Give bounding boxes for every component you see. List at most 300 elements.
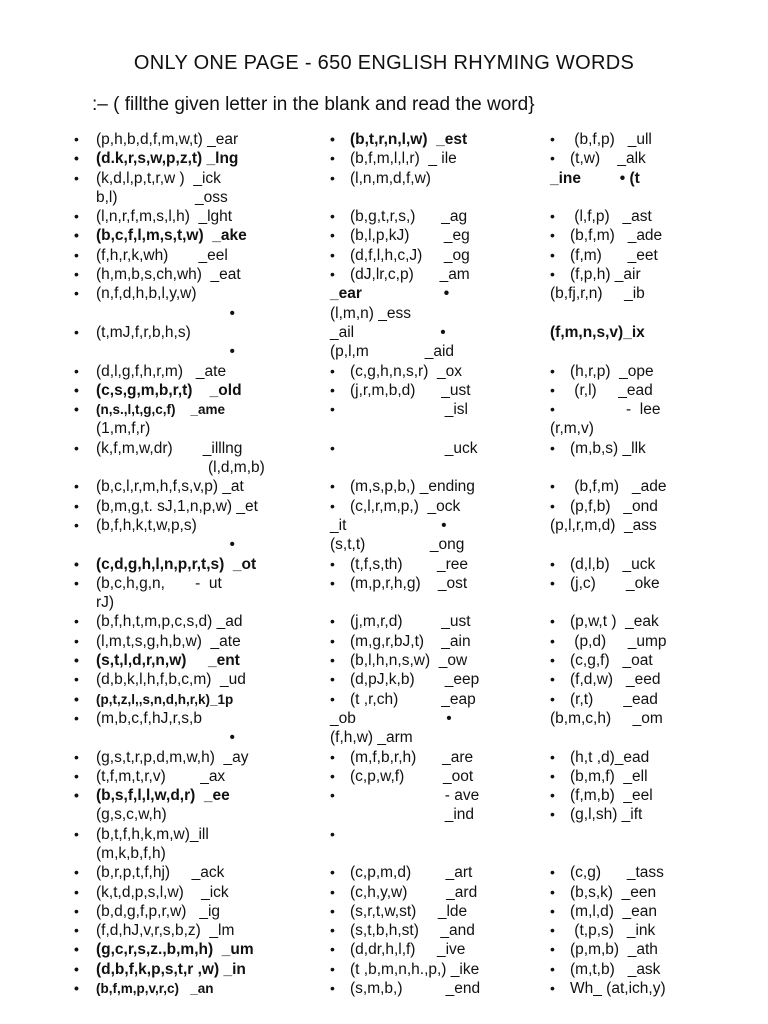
rhyme-entry bbox=[326, 207, 548, 226]
rhyme-entry bbox=[546, 748, 768, 767]
rhyme-entry-text: (c,g,h,n,s,r) _ox bbox=[350, 362, 462, 380]
rhyme-entry bbox=[326, 497, 548, 516]
rhyme-entry bbox=[546, 188, 768, 207]
bullet-icon: • bbox=[550, 767, 555, 784]
page-title: ONLY ONE PAGE - 650 ENGLISH RHYMING WORDS bbox=[133, 52, 635, 74]
rhyme-entry-text: (h,r,p) _ope bbox=[570, 362, 654, 380]
rhyme-entry-text: (f,p,h) _air bbox=[570, 266, 641, 284]
rhyme-entry-text: b,l) _oss bbox=[96, 188, 228, 206]
rhyme-entry bbox=[326, 381, 548, 400]
rhyme-entry bbox=[326, 805, 548, 824]
rhyme-entry bbox=[546, 207, 768, 226]
rhyme-entry bbox=[68, 767, 330, 786]
rhyme-entry-text: _it • bbox=[330, 516, 447, 534]
bullet-icon: • bbox=[550, 748, 555, 765]
rhyme-entry-text: (g,l,sh) _ift bbox=[570, 806, 643, 824]
rhyme-entry-text: • bbox=[96, 343, 235, 361]
rhyme-entry-text: (j,m,r,d) _ust bbox=[350, 613, 471, 631]
rhyme-entry-text: (n,s.,l,t,g,c,f) _ame bbox=[96, 402, 226, 418]
rhyme-entry-text: (t,w) _alk bbox=[570, 150, 646, 168]
bullet-icon: • bbox=[74, 922, 79, 939]
instruction-subtitle: :– ( fillthe given letter in the blank and read the word} bbox=[92, 94, 535, 115]
rhyme-entry bbox=[546, 458, 768, 477]
rhyme-entry-text: (t,f,s,th) _ree bbox=[350, 555, 469, 573]
bullet-icon: • bbox=[550, 980, 555, 997]
bullet-icon: • bbox=[330, 478, 335, 495]
rhyme-entry bbox=[68, 304, 330, 323]
rhyme-entry bbox=[68, 226, 330, 245]
rhyme-entry bbox=[546, 149, 768, 168]
bullet-icon: • bbox=[74, 767, 79, 784]
rhyme-entry bbox=[68, 535, 330, 554]
bullet-icon: • bbox=[74, 439, 79, 456]
rhyme-entry bbox=[326, 748, 548, 767]
rhyme-entry-text: (m,b,c,f,hJ,r,s,b bbox=[96, 709, 202, 727]
rhyme-entry bbox=[326, 651, 548, 670]
rhyme-entry bbox=[326, 728, 548, 747]
rhyme-entry-text: (b,f,m) _ade bbox=[570, 227, 663, 245]
rhyme-entry-text: (f,m) _eet bbox=[570, 246, 658, 264]
rhyme-entry bbox=[68, 863, 330, 882]
rhyme-entry-text: (s,m,b,) _end bbox=[350, 980, 481, 998]
bullet-icon: • bbox=[330, 439, 335, 456]
rhyme-entry-text: (b,d,g,f,p,r,w) _ig bbox=[96, 902, 221, 920]
rhyme-entry bbox=[326, 458, 548, 477]
rhyme-entry bbox=[326, 632, 548, 651]
rhyme-entry-text: (l,m,n) _ess bbox=[330, 304, 411, 322]
bullet-icon: • bbox=[74, 208, 79, 225]
rhyme-entry-text: (b,fj,r,n) _ib bbox=[550, 285, 645, 303]
bullet-icon: • bbox=[330, 574, 335, 591]
rhyme-entry-text: • bbox=[96, 536, 235, 554]
rhyme-entry bbox=[326, 979, 548, 998]
bullet-icon: • bbox=[330, 883, 335, 900]
rhyme-entry-text: (j,r,m,b,d) _ust bbox=[350, 381, 471, 399]
rhyme-entry bbox=[68, 477, 330, 496]
bullet-icon: • bbox=[550, 806, 555, 823]
rhyme-entry bbox=[326, 690, 548, 709]
rhyme-entry bbox=[326, 265, 548, 284]
rhyme-entry-text: (b,l,h,n,s,w) _ow bbox=[350, 652, 468, 670]
rhyme-entry-text: (m,f,b,r,h) _are bbox=[350, 748, 474, 766]
rhyme-entry-text: (b,r,p,t,f,hj) _ack bbox=[96, 864, 225, 882]
rhyme-entry bbox=[326, 304, 548, 323]
rhyme-entry bbox=[326, 709, 548, 728]
rhyme-entry-text: (b,f,h,k,t,w,p,s) bbox=[96, 516, 197, 534]
rhyme-entry-text: (k,f,m,w,dr) _illlng bbox=[96, 439, 243, 457]
rhyme-entry-text: (c,h,y,w) _ard bbox=[350, 883, 478, 901]
rhyme-entry-text: - lee bbox=[570, 401, 661, 419]
rhyme-entry bbox=[326, 940, 548, 959]
rhyme-entry-text: (p,l,m _aid bbox=[330, 343, 455, 361]
bullet-icon: • bbox=[330, 381, 335, 398]
rhyme-entry-text: (d,pJ,k,b) _eep bbox=[350, 671, 480, 689]
rhyme-entry bbox=[326, 574, 548, 593]
rhyme-entry bbox=[546, 767, 768, 786]
rhyme-entry bbox=[326, 786, 548, 805]
rhyme-entry-text: (b,f,m,l,l,r) _ ile bbox=[350, 150, 457, 168]
rhyme-entry-text: _ine • (t bbox=[550, 169, 640, 187]
rhyme-entry bbox=[68, 246, 330, 265]
rhyme-entry-text: (m,b,s) _llk bbox=[570, 439, 646, 457]
bullet-icon: • bbox=[550, 131, 555, 147]
rhyme-column-1 bbox=[68, 130, 330, 998]
bullet-icon: • bbox=[330, 652, 335, 669]
bullet-icon: • bbox=[74, 478, 79, 495]
rhyme-entry bbox=[546, 497, 768, 516]
rhyme-entry bbox=[546, 284, 768, 303]
rhyme-entry-text: (h,m,b,s,ch,wh) _eat bbox=[96, 266, 241, 284]
rhyme-entry-text: (c,d,g,h,l,n,p,r,t,s) _ot bbox=[96, 555, 257, 573]
rhyme-entry bbox=[546, 323, 768, 342]
rhyme-entry-text: (p,d) _ump bbox=[570, 632, 667, 650]
rhyme-entry bbox=[546, 130, 768, 149]
rhyme-entry-text: _ail • bbox=[330, 323, 446, 341]
rhyme-entry bbox=[68, 342, 330, 361]
rhyme-entry-text: (f,d,hJ,v,r,s,b,z) _lm bbox=[96, 922, 235, 940]
bullet-icon: • bbox=[74, 825, 79, 842]
bullet-icon: • bbox=[550, 652, 555, 669]
rhyme-entry bbox=[546, 786, 768, 805]
bullet-icon: • bbox=[74, 960, 79, 977]
bullet-icon: • bbox=[330, 169, 335, 186]
bullet-icon: • bbox=[550, 478, 555, 495]
rhyme-entry-text: (m,p,r,h,g) _ost bbox=[350, 574, 468, 592]
rhyme-entry bbox=[546, 940, 768, 959]
bullet-icon: • bbox=[74, 246, 79, 263]
bullet-icon: • bbox=[74, 574, 79, 591]
rhyme-entry-text: (k,d,l,p,t,r,w ) _ick bbox=[96, 169, 221, 187]
bullet-icon: • bbox=[330, 767, 335, 784]
rhyme-entry bbox=[546, 555, 768, 574]
rhyme-entry-text: (d,l,b) _uck bbox=[570, 555, 656, 573]
bullet-icon: • bbox=[550, 690, 555, 707]
bullet-icon: • bbox=[330, 266, 335, 283]
bullet-icon: • bbox=[550, 381, 555, 398]
rhyme-entry bbox=[546, 690, 768, 709]
rhyme-entry bbox=[546, 342, 768, 361]
rhyme-entry-text: (c,p,m,d) _art bbox=[350, 864, 473, 882]
rhyme-entry bbox=[546, 593, 768, 612]
rhyme-entry bbox=[326, 844, 548, 863]
rhyme-entry bbox=[68, 555, 330, 574]
rhyme-entry-text: (b,f,h,t,m,p,c,s,d) _ad bbox=[96, 613, 243, 631]
rhyme-entry-text: _ind bbox=[350, 806, 475, 824]
rhyme-entry bbox=[68, 207, 330, 226]
bullet-icon: • bbox=[330, 555, 335, 572]
rhyme-entry bbox=[68, 805, 330, 824]
rhyme-entry-text: (m,t,b) _ask bbox=[570, 960, 661, 978]
rhyme-entry-text: (1,m,f,r) bbox=[96, 420, 151, 438]
rhyme-entry bbox=[68, 265, 330, 284]
bullet-icon: • bbox=[550, 864, 555, 881]
bullet-icon: • bbox=[550, 941, 555, 958]
bullet-icon: • bbox=[74, 227, 79, 244]
rhyme-entry bbox=[326, 960, 548, 979]
rhyme-entry bbox=[546, 304, 768, 323]
rhyme-entry bbox=[326, 863, 548, 882]
rhyme-entry bbox=[68, 188, 330, 207]
bullet-icon: • bbox=[550, 555, 555, 572]
rhyme-entry-text: (t,f,m,t,r,v) _ax bbox=[96, 767, 226, 785]
rhyme-entry bbox=[546, 516, 768, 535]
rhyme-entry-text: (c,g,f) _oat bbox=[570, 652, 653, 670]
rhyme-entry bbox=[326, 767, 548, 786]
rhyme-column-2 bbox=[326, 130, 548, 998]
bullet-icon: • bbox=[330, 941, 335, 958]
bullet-icon: • bbox=[330, 246, 335, 263]
rhyme-entry bbox=[546, 265, 768, 284]
bullet-icon: • bbox=[330, 497, 335, 514]
rhyme-entry bbox=[68, 632, 330, 651]
rhyme-entry-text: (t ,r,ch) _eap bbox=[350, 690, 476, 708]
rhyme-entry bbox=[326, 149, 548, 168]
rhyme-entry-text: • bbox=[96, 729, 235, 747]
rhyme-entry-text: (j,c) _oke bbox=[570, 574, 660, 592]
rhyme-entry-text: (b,t,r,n,l,w) _est bbox=[350, 131, 468, 148]
rhyme-entry bbox=[546, 825, 768, 844]
rhyme-entry bbox=[546, 535, 768, 554]
rhyme-entry bbox=[546, 362, 768, 381]
bullet-icon: • bbox=[74, 709, 79, 726]
rhyme-entry-text: (r,l) _ead bbox=[570, 381, 653, 399]
rhyme-entry bbox=[68, 979, 330, 998]
rhyme-entry-text: rJ) bbox=[96, 594, 115, 612]
bullet-icon: • bbox=[550, 497, 555, 514]
bullet-icon: • bbox=[330, 980, 335, 997]
rhyme-entry bbox=[546, 902, 768, 921]
rhyme-entry-text: (g,s,t,r,p,d,m,w,h) _ay bbox=[96, 748, 249, 766]
rhyme-entry bbox=[68, 825, 330, 844]
rhyme-entry bbox=[326, 439, 548, 458]
rhyme-entry-text: (b,c,f,l,m,s,t,w) _ake bbox=[96, 227, 247, 245]
rhyme-entry bbox=[68, 902, 330, 921]
rhyme-entry-text: (p,f,b) _ond bbox=[570, 497, 658, 515]
rhyme-entry bbox=[326, 130, 548, 149]
rhyme-entry-text: (n,f,d,h,b,l,y,w) bbox=[96, 285, 197, 303]
bullet-icon: • bbox=[550, 150, 555, 167]
rhyme-entry-text: (dJ,lr,c,p) _am bbox=[350, 266, 470, 284]
rhyme-entry bbox=[68, 940, 330, 959]
rhyme-entry-text: (d,f,l,h,c,J) _og bbox=[350, 246, 470, 264]
rhyme-entry bbox=[68, 921, 330, 940]
rhyme-entry bbox=[546, 979, 768, 998]
rhyme-entry bbox=[546, 863, 768, 882]
rhyme-entry-text: (p,l,r,m,d) _ass bbox=[550, 516, 657, 534]
rhyme-entry-text: (b,s,k) _een bbox=[570, 883, 657, 901]
rhyme-entry bbox=[68, 883, 330, 902]
rhyme-entry-text: (m,l,d) _ean bbox=[570, 902, 658, 920]
rhyme-entry bbox=[326, 169, 548, 188]
rhyme-entry bbox=[326, 670, 548, 689]
bullet-icon: • bbox=[74, 150, 79, 167]
rhyme-entry-text: (t ,b,m,n,h.,p,) _ike bbox=[350, 960, 480, 978]
rhyme-entry bbox=[326, 188, 548, 207]
bullet-icon: • bbox=[550, 362, 555, 379]
rhyme-entry-text: (m,s,p,b,) _ending bbox=[350, 478, 475, 496]
rhyme-entry-text: (b,m,f) _ell bbox=[570, 767, 648, 785]
bullet-icon: • bbox=[550, 613, 555, 630]
bullet-icon: • bbox=[330, 632, 335, 649]
rhyme-entry bbox=[326, 400, 548, 419]
rhyme-entry-text: (d,l,g,f,h,r,m) _ate bbox=[96, 362, 227, 380]
rhyme-entry bbox=[68, 458, 330, 477]
rhyme-entry-text: (f,d,w) _eed bbox=[570, 671, 661, 689]
rhyme-entry bbox=[546, 921, 768, 940]
bullet-icon: • bbox=[550, 246, 555, 263]
rhyme-entry bbox=[68, 323, 330, 342]
rhyme-entry bbox=[68, 419, 330, 438]
rhyme-entry-text: (s,t,t) _ong bbox=[330, 536, 465, 554]
rhyme-entry-text: (k,t,d,p,s,l,w) _ick bbox=[96, 883, 229, 901]
bullet-icon: • bbox=[74, 266, 79, 283]
rhyme-entry-text: (f,h,r,k,wh) _eel bbox=[96, 246, 228, 264]
bullet-icon: • bbox=[74, 902, 79, 919]
rhyme-entry bbox=[326, 593, 548, 612]
rhyme-entry bbox=[546, 960, 768, 979]
bullet-icon: • bbox=[74, 169, 79, 186]
bullet-icon: • bbox=[550, 227, 555, 244]
bullet-icon: • bbox=[74, 381, 79, 398]
rhyme-entry bbox=[546, 709, 768, 728]
rhyme-entry bbox=[326, 612, 548, 631]
rhyme-entry-text: (b,c,l,r,m,h,f,s,v,p) _at bbox=[96, 478, 244, 496]
bullet-icon: • bbox=[74, 131, 79, 147]
rhyme-entry bbox=[68, 786, 330, 805]
bullet-icon: • bbox=[550, 574, 555, 591]
rhyme-entry bbox=[546, 400, 768, 419]
bullet-icon: • bbox=[74, 652, 79, 669]
rhyme-entry bbox=[546, 477, 768, 496]
rhyme-entry bbox=[68, 169, 330, 188]
rhyme-entry bbox=[68, 381, 330, 400]
rhyme-entry-text: _uck bbox=[350, 439, 478, 457]
rhyme-entry-text: • bbox=[96, 304, 235, 322]
bullet-icon: • bbox=[550, 401, 555, 418]
rhyme-entry bbox=[326, 535, 548, 554]
rhyme-entry bbox=[326, 246, 548, 265]
rhyme-entry-text: (m,g,r,bJ,t) _ain bbox=[350, 632, 471, 650]
rhyme-entry bbox=[326, 902, 548, 921]
rhyme-entry bbox=[68, 728, 330, 747]
rhyme-entry-text: (l,m,t,s,g,h,b,w) _ate bbox=[96, 632, 241, 650]
bullet-icon: • bbox=[550, 671, 555, 688]
rhyme-entry bbox=[326, 226, 548, 245]
rhyme-entry bbox=[68, 516, 330, 535]
rhyme-entry-text: (b,f,m,p,v,r,c) _an bbox=[96, 981, 214, 997]
rhyme-entry bbox=[546, 574, 768, 593]
rhyme-entry bbox=[546, 883, 768, 902]
bullet-icon: • bbox=[330, 864, 335, 881]
bullet-icon: • bbox=[74, 748, 79, 765]
rhyme-entry bbox=[546, 632, 768, 651]
rhyme-entry-text: (p,h,b,d,f,m,w,t) _ear bbox=[96, 131, 239, 148]
rhyme-entry-text: (f,m,n,s,v)_ix bbox=[550, 323, 645, 341]
rhyme-entry-text: (b,c,h,g,n, - ut bbox=[96, 574, 222, 592]
bullet-icon: • bbox=[550, 787, 555, 804]
bullet-icon: • bbox=[330, 902, 335, 919]
bullet-icon: • bbox=[74, 555, 79, 572]
rhyme-entry bbox=[68, 612, 330, 631]
rhyme-entry-text: (s,r,t,w,st) _lde bbox=[350, 902, 468, 920]
rhyme-entry-text: (l,n,r,f,m,s,l,h) _lght bbox=[96, 208, 233, 226]
rhyme-entry-text: (h,t ,d)_ead bbox=[570, 748, 650, 766]
rhyme-entry bbox=[326, 516, 548, 535]
rhyme-entry bbox=[546, 419, 768, 438]
bullet-icon: • bbox=[550, 883, 555, 900]
bullet-icon: • bbox=[330, 690, 335, 707]
rhyme-entry-text: (r,m,v) bbox=[550, 420, 594, 438]
rhyme-entry bbox=[68, 130, 330, 149]
rhyme-entry-text: (l,d,m,b) bbox=[96, 459, 265, 477]
bullet-icon: • bbox=[550, 960, 555, 977]
rhyme-entry-text: (d,b,f,k,p,s,t,r ,w) _in bbox=[96, 960, 246, 978]
rhyme-entry-text: (c,g) _tass bbox=[570, 864, 664, 882]
rhyme-entry-text: (b,t,f,h,k,m,w)_ill bbox=[96, 825, 209, 843]
rhyme-entry bbox=[326, 362, 548, 381]
rhyme-entry bbox=[326, 883, 548, 902]
rhyme-entry-text: _ear • bbox=[330, 285, 450, 303]
rhyme-entry-text: (s,t,l,d,r,n,w) _ent bbox=[96, 652, 240, 670]
rhyme-entry-text: (t,mJ,f,r,b,h,s) bbox=[96, 323, 191, 341]
rhyme-entry bbox=[546, 805, 768, 824]
bullet-icon: • bbox=[74, 980, 79, 997]
bullet-icon: • bbox=[330, 787, 335, 804]
rhyme-entry bbox=[326, 825, 548, 844]
rhyme-entry bbox=[546, 381, 768, 400]
rhyme-entry-text: (m,k,b,f,h) bbox=[96, 844, 166, 862]
rhyme-entry-text: (c,l,r,m,p,) _ock bbox=[350, 497, 461, 515]
bullet-icon: • bbox=[74, 613, 79, 630]
rhyme-entry bbox=[68, 149, 330, 168]
rhyme-entry-text: (b,g,t,r,s,) _ag bbox=[350, 208, 468, 226]
rhyme-entry-text: (g,s,c,w,h) bbox=[96, 806, 167, 824]
rhyme-entry bbox=[68, 400, 330, 419]
bullet-icon: • bbox=[330, 362, 335, 379]
rhyme-entry bbox=[68, 284, 330, 303]
rhyme-entry-text: (b,f,p) _ull bbox=[570, 131, 652, 148]
rhyme-entry bbox=[546, 670, 768, 689]
rhyme-entry bbox=[546, 169, 768, 188]
rhyme-entry bbox=[68, 670, 330, 689]
bullet-icon: • bbox=[74, 362, 79, 379]
rhyme-entry-text: _ob • bbox=[330, 709, 452, 727]
bullet-icon: • bbox=[74, 516, 79, 533]
bullet-icon: • bbox=[330, 613, 335, 630]
bullet-icon: • bbox=[74, 883, 79, 900]
bullet-icon: • bbox=[74, 690, 79, 707]
rhyme-entry bbox=[68, 844, 330, 863]
bullet-icon: • bbox=[330, 748, 335, 765]
rhyme-entry bbox=[326, 477, 548, 496]
rhyme-entry bbox=[546, 226, 768, 245]
rhyme-entry-text: (d,dr,h,l,f) _ive bbox=[350, 941, 466, 959]
bullet-icon: • bbox=[74, 632, 79, 649]
rhyme-entry-text: (p,t,z,l,,s,n,d,h,r,k)_1p bbox=[96, 691, 234, 707]
bullet-icon: • bbox=[550, 439, 555, 456]
bullet-icon: • bbox=[330, 825, 335, 842]
rhyme-entry bbox=[326, 419, 548, 438]
rhyme-entry-text: (l,f,p) _ast bbox=[570, 208, 652, 226]
rhyme-entry bbox=[326, 323, 548, 342]
rhyme-entry-text: (f,h,w) _arm bbox=[330, 729, 413, 747]
rhyme-entry-text: (p,m,b) _ath bbox=[570, 941, 658, 959]
bullet-icon: • bbox=[74, 941, 79, 958]
rhyme-entry-text: (s,t,b,h,st) _and bbox=[350, 922, 475, 940]
rhyme-entry bbox=[546, 612, 768, 631]
rhyme-entry-text: (b,s,f,l,l,w,d,r) _ee bbox=[96, 787, 230, 805]
bullet-icon: • bbox=[74, 787, 79, 804]
